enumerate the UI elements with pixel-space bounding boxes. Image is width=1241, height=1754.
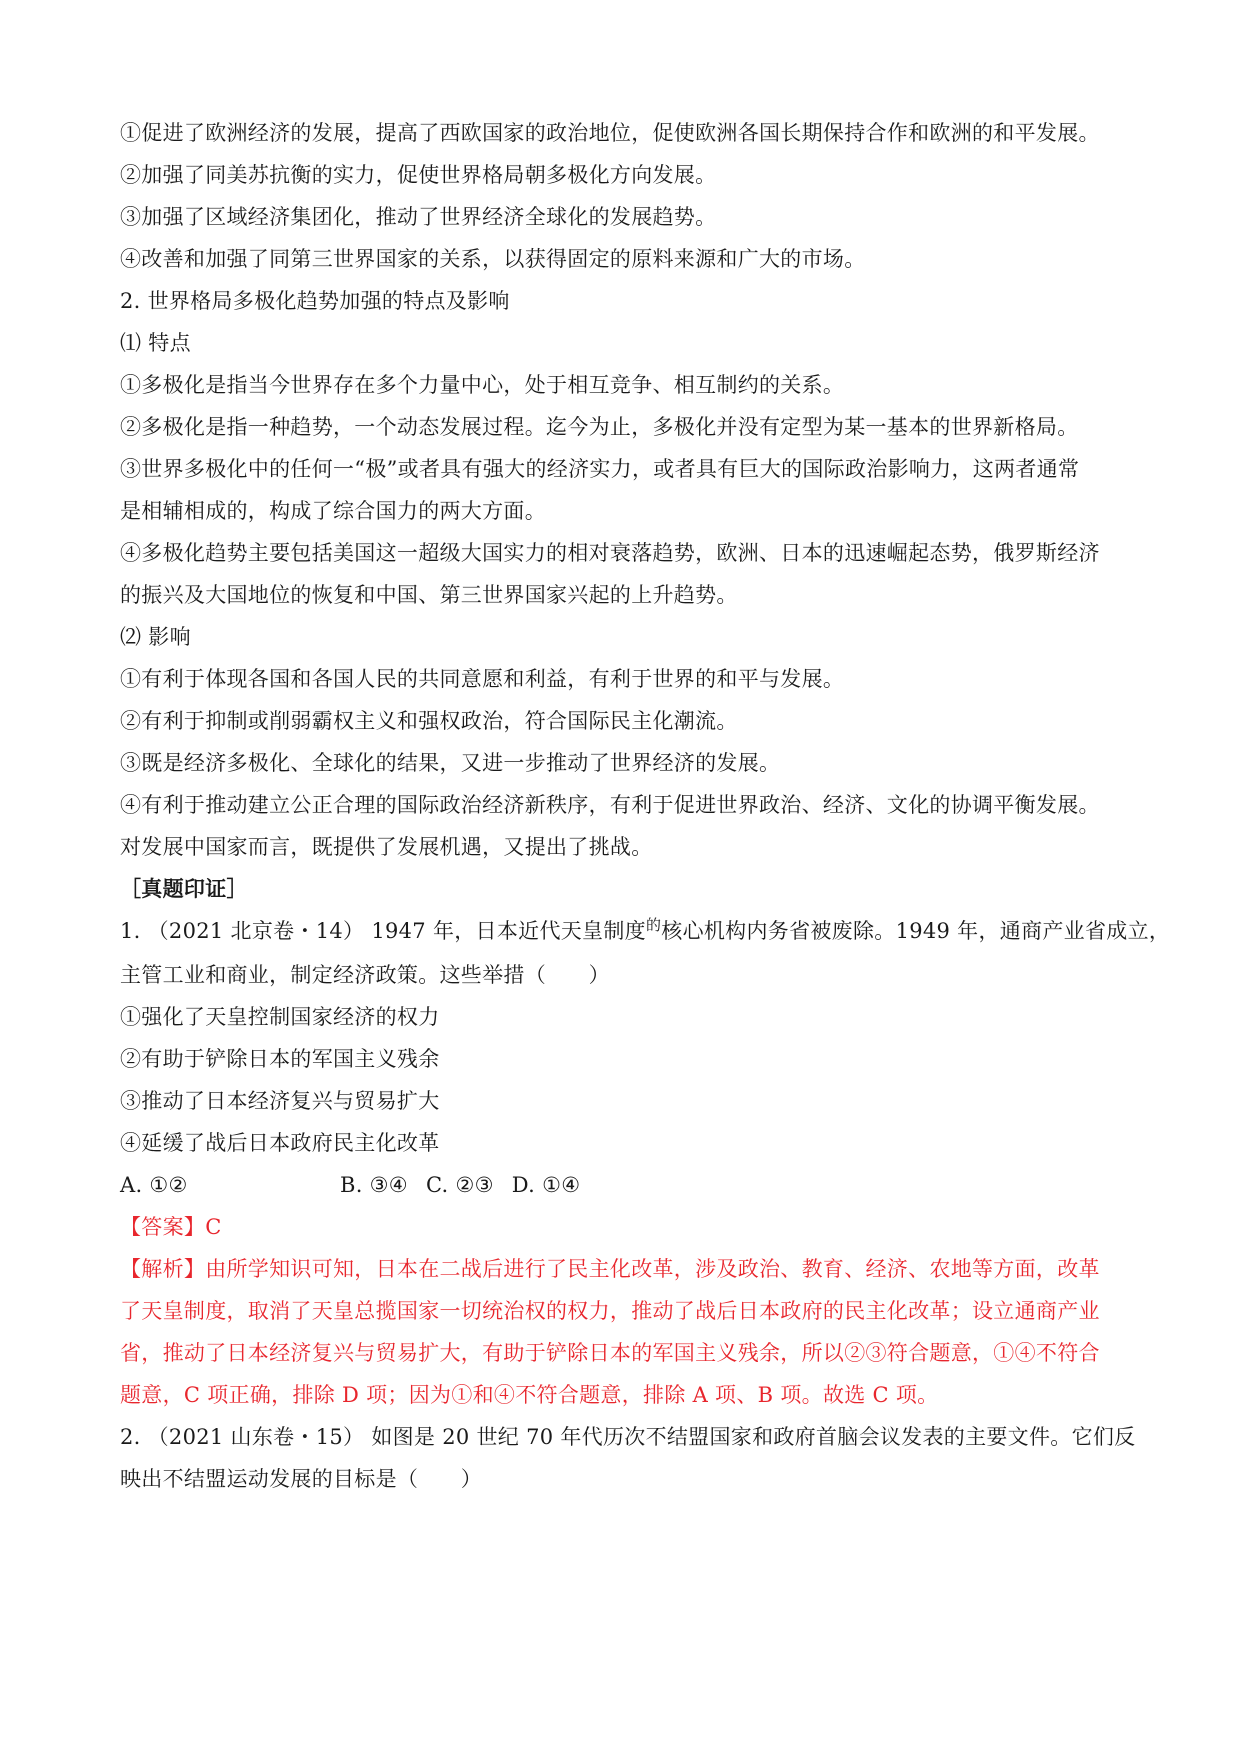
analysis-line: 省，推动了日本经济复兴与贸易扩大，有助于铲除日本的军国主义残余，所以②③符合题意，①④不符合 bbox=[120, 1341, 1100, 1365]
question-stem-line: 2. （2021 山东卷・15） 如图是 20 世纪 70 年代历次不结盟国家和政府首脑会议发表的主要文件。它们反 bbox=[120, 1425, 1136, 1449]
question-stem-line bbox=[120, 910, 1171, 954]
question-stem-part: 核心机构内务省被废除。1949 年，通商产业省成立， bbox=[661, 919, 1171, 943]
list-item: ②有利于抑制或削弱霸权主义和强权政治，符合国际民主化潮流。 bbox=[120, 709, 738, 733]
choice-a: A. ①② bbox=[120, 1173, 188, 1197]
analysis-line: 【解析】由所学知识可知，日本在二战后进行了民主化改革，涉及政治、教育、经济、农地等方面，改革 bbox=[120, 1257, 1100, 1281]
answer-choices bbox=[120, 1164, 1130, 1206]
question-option: ③推动了日本经济复兴与贸易扩大 bbox=[120, 1089, 440, 1113]
analysis-line: 题意，C 项正确，排除 D 项；因为①和④不符合题意，排除 A 项、B 项。故选 C 项。 bbox=[120, 1383, 939, 1407]
zhenti-heading: ［真题印证］ bbox=[120, 876, 248, 901]
section-title: 2. 世界格局多极化趋势加强的特点及影响 bbox=[120, 289, 510, 313]
choice-c: C. ②③ bbox=[425, 1173, 494, 1197]
list-item: ②加强了同美苏抗衡的实力，促使世界格局朝多极化方向发展。 bbox=[120, 163, 717, 187]
list-item: 的振兴及大国地位的恢复和中国、第三世界国家兴起的上升趋势。 bbox=[120, 583, 738, 607]
list-item: ①促进了欧洲经济的发展，提高了西欧国家的政治地位，促使欧洲各国长期保持合作和欧洲的和平发展。 bbox=[120, 121, 1100, 145]
analysis-block bbox=[120, 1248, 1130, 1416]
effects-heading: ⑵ 影响 bbox=[120, 625, 191, 649]
list-item: ③世界多极化中的任何一“极”或者具有强大的经济实力，或者具有巨大的国际政治影响力，这两者通常 bbox=[120, 457, 1080, 481]
list-item: 是相辅相成的，构成了综合国力的两大方面。 bbox=[120, 499, 546, 523]
list-item: 对发展中国家而言，既提供了发展机遇，又提出了挑战。 bbox=[120, 835, 653, 859]
question-option: ④延缓了战后日本政府民主化改革 bbox=[120, 1131, 440, 1155]
list-item: ①有利于体现各国和各国人民的共同意愿和利益，有利于世界的和平与发展。 bbox=[120, 667, 845, 691]
features-list bbox=[120, 364, 1130, 616]
list-item: ④改善和加强了同第三世界国家的关系，以获得固定的原料来源和广大的市场。 bbox=[120, 247, 866, 271]
document-page bbox=[120, 112, 1171, 1500]
list-item: ③加强了区域经济集团化，推动了世界经济全球化的发展趋势。 bbox=[120, 205, 717, 229]
section1-list bbox=[120, 112, 1130, 280]
effects-list bbox=[120, 658, 1130, 868]
choice-b: B. ③④ bbox=[340, 1173, 408, 1197]
choice-d: D. ①④ bbox=[511, 1173, 581, 1197]
answer-line: 【答案】C bbox=[120, 1215, 222, 1239]
list-item: ③既是经济多极化、全球化的结果，又进一步推动了世界经济的发展。 bbox=[120, 751, 781, 775]
question-stem-part: 1. （2021 北京卷・14） 1947 年，日本近代天皇制度 bbox=[120, 919, 646, 943]
question-1 bbox=[120, 910, 1171, 1416]
question-stem-line: 主管工业和商业，制定经济政策。这些举措（ ） bbox=[120, 963, 610, 987]
question-2 bbox=[120, 1416, 1136, 1500]
question-stem-superscript: 的 bbox=[645, 916, 662, 934]
analysis-line: 了天皇制度，取消了天皇总揽国家一切统治权的权力，推动了战后日本政府的民主化改革；设立通商产业 bbox=[120, 1299, 1100, 1323]
list-item: ②多极化是指一种趋势，一个动态发展过程。迄今为止，多极化并没有定型为某一基本的世界新格局。 bbox=[120, 415, 1079, 439]
list-item: ①多极化是指当今世界存在多个力量中心，处于相互竞争、相互制约的关系。 bbox=[120, 373, 845, 397]
question-stem-line: 映出不结盟运动发展的目标是（ ） bbox=[120, 1467, 483, 1491]
question-option: ②有助于铲除日本的军国主义残余 bbox=[120, 1047, 440, 1071]
features-heading: ⑴ 特点 bbox=[120, 331, 191, 355]
list-item: ④有利于推动建立公正合理的国际政治经济新秩序，有利于促进世界政治、经济、文化的协调平衡发展。 bbox=[120, 793, 1100, 817]
question-option: ①强化了天皇控制国家经济的权力 bbox=[120, 1005, 440, 1029]
list-item: ④多极化趋势主要包括美国这一超级大国实力的相对衰落趋势，欧洲、日本的迅速崛起态势，俄罗斯经济 bbox=[120, 541, 1100, 565]
